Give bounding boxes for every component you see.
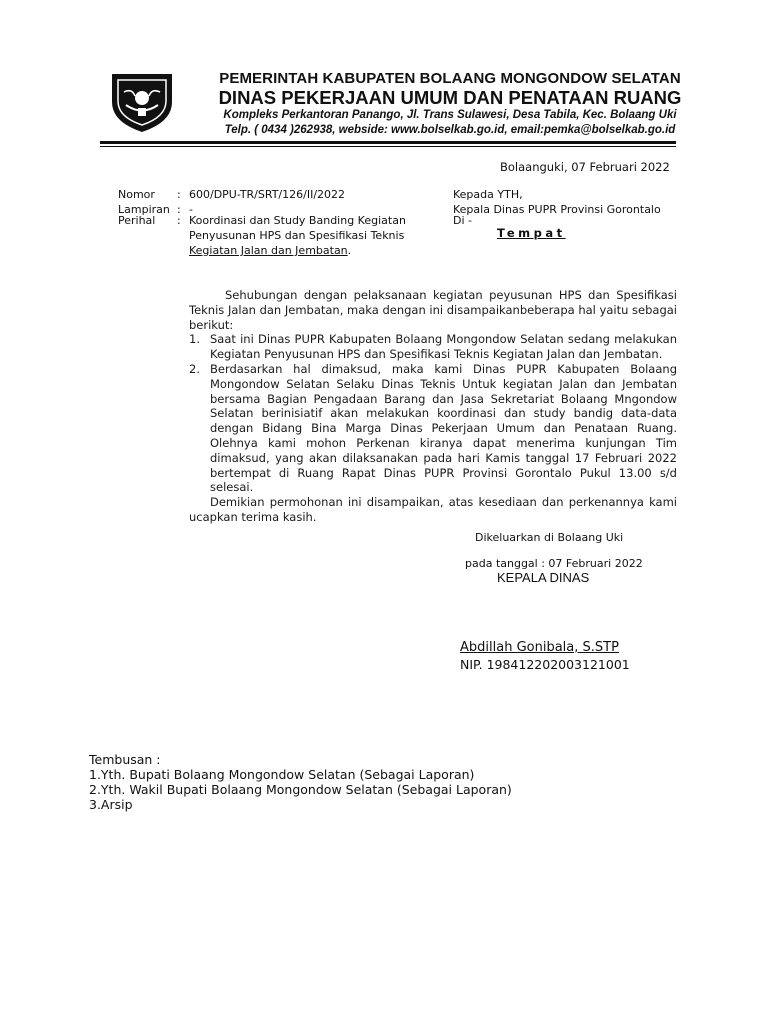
perihal-line-2: Penyusunan HPS dan Spesifikasi Teknis [189,229,405,242]
list-item [189,362,677,495]
letterhead-rule [100,141,676,144]
recipient-name: Kepala Dinas PUPR Provinsi Gorontalo [453,203,661,216]
recipient-tempat: Tempat [497,226,566,240]
kop-address: Kompleks Perkantoran Panango, Jl. Trans Sulawesi, Desa Tabila, Kec. Bolaang Uki [223,109,677,121]
letterhead-rule-thin [100,146,676,147]
lampiran-colon: : [177,203,181,216]
list-item-number: 1. [189,332,200,347]
nomor-label: Nomor [118,188,155,201]
recipient-greeting: Kepada YTH, [453,188,523,201]
nomor-colon: : [177,188,181,201]
kop-contact: Telp. ( 0434 )262938, webside: www.bolselkab.go.id, email:pemka@bolselkab.go.id [224,124,676,136]
signatory-name: Abdillah Gonibala, S.STP [460,640,619,655]
list-item [189,332,677,362]
signatory-nip: NIP. 198412202003121001 [460,657,630,672]
perihal-label: Perihal [118,214,156,227]
perihal-colon: : [177,214,181,227]
body-closing: Demikian permohonan ini disampaikan, atas kesediaan dan perkenannya kami ucapkan terima kasih. [189,495,677,524]
recipient-di: Di - [453,214,472,227]
lampiran-value: - [189,203,193,216]
tembusan-title: Tembusan : [89,752,161,767]
tembusan-item: 2.Yth. Wakil Bupati Bolaang Mongondow Selatan (Sebagai Laporan) [89,782,512,797]
issued-date: pada tanggal : 07 Februari 2022 [465,557,643,570]
body-intro: Sehubungan dengan pelaksanaan kegiatan peyusunan HPS dan Spesifikasi Teknis Jalan dan Jembatan, maka dengan ini disampaikanbeberapa hal yaitu sebagai berikut: [189,288,677,332]
perihal-line-3-text: Kegiatan Jalan dan Jembatan [189,244,348,257]
list-item-text: Saat ini Dinas PUPR Kabupaten Bolaang Mongondow Selatan sedang melakukan Kegiatan Penyusunan HPS dan Spesifikasi Teknis Kegiatan Jalan dan Jembatan. [210,332,677,362]
list-item-number: 2. [189,361,200,376]
tembusan-item: 1.Yth. Bupati Bolaang Mongondow Selatan (Sebagai Laporan) [89,767,475,782]
letter-body [189,288,677,525]
kop-office: DINAS PEKERJAAN UMUM DAN PENATAAN RUANG [218,87,682,108]
place-date: Bolaanguki, 07 Februari 2022 [500,160,670,174]
nomor-value: 600/DPU-TR/SRT/126/II/2022 [189,188,346,201]
list-item-text: Berdasarkan hal dimaksud, maka kami Dinas PUPR Kabupaten Bolaang Mongondow Selatan Selaku Dinas Teknis Untuk kegiatan Jalan dan Jembatan bersama Bagian Pengadaan Barang dan Jasa Sekretariat Bolaang Mngondow Selatan berinisiatif akan melakukan koordinasi dan study bandig data-data dengan Bidang Bina Marga Dinas Pekerjaan Umum dan Penataan Ruang. Olehnya kami mohon Perkenan kiranya dapat menerima kunjungan Tim dimaksud, yang akan dilaksanakan pada hari Kamis tanggal 17 Februari 2022 bertempat di Ruang Rapat Dinas PUPR Provinsi Gorontalo Pukul 13.00 s/d selesai. [210,361,677,495]
perihal-line-3 [189,243,351,258]
regency-emblem-icon [104,72,180,134]
kop-government: PEMERINTAH KABUPATEN BOLAANG MONGONDOW SELATAN [219,70,681,87]
signatory-position: KEPALA DINAS [497,570,590,585]
tembusan-item: 3.Arsip [89,797,133,812]
issued-at: Dikeluarkan di Bolaang Uki [475,531,624,544]
lampiran-label: Lampiran [118,203,170,216]
perihal-period: . [347,244,352,257]
perihal-line-1: Koordinasi dan Study Banding Kegiatan [189,214,406,227]
